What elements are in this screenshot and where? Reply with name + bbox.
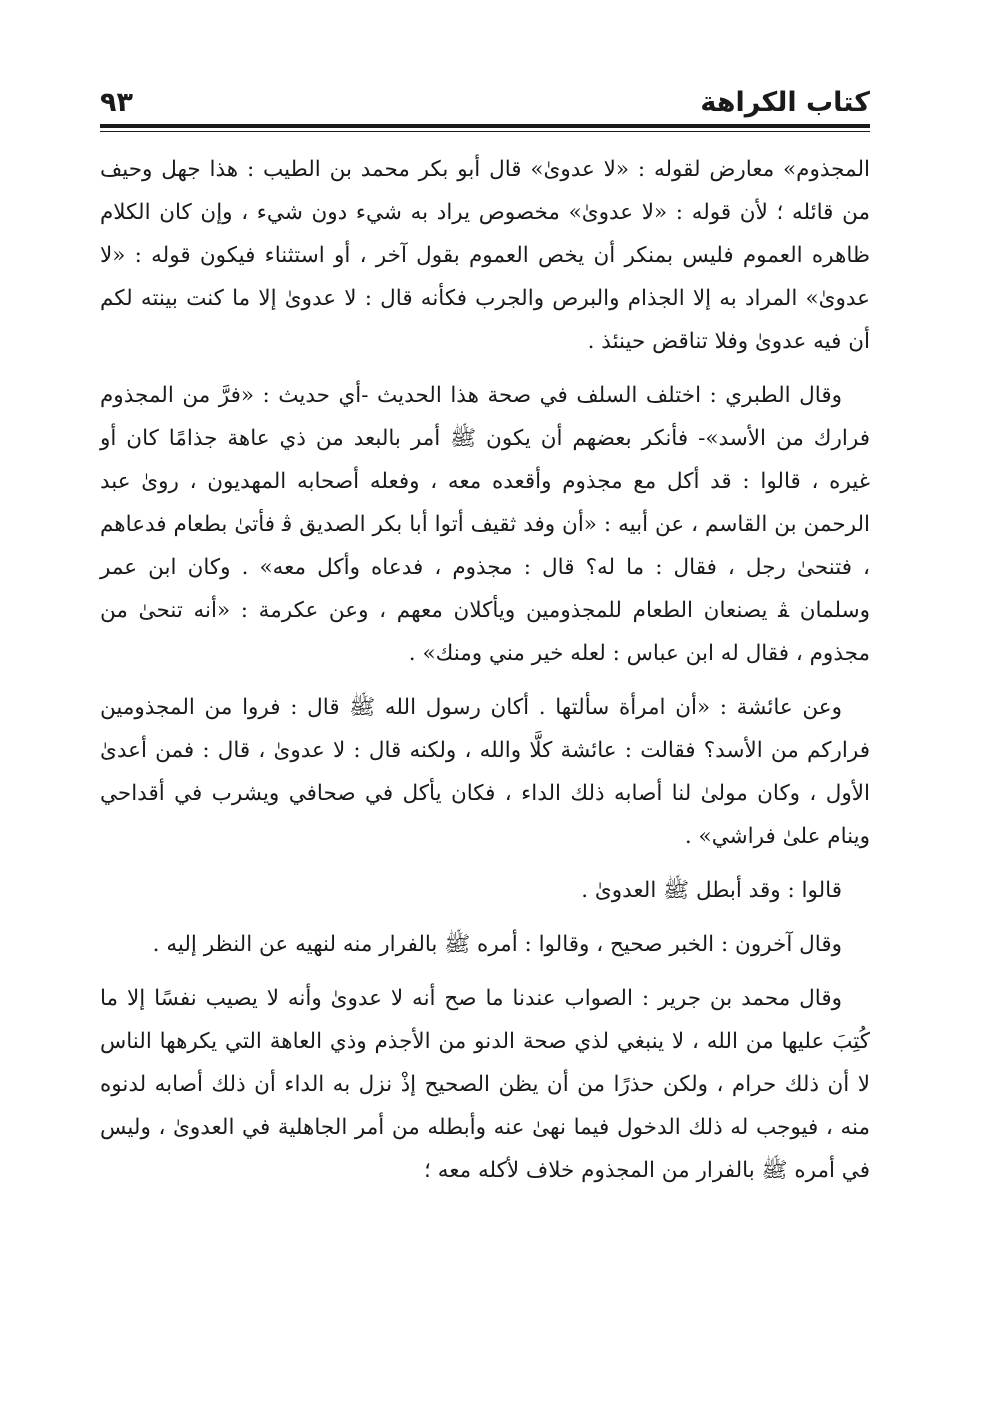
paragraph-3: وعن عائشة : «أن امرأة سألتها . أكان رسول الله ﷺ قال : فروا من المجذومين فراركم من الأسد؟ فقالت : عائشة كلَّا والله ، ولكنه قال : لا عدوىٰ ، قال : فمن أعدىٰ الأول ، وكان مولىٰ لنا أصابه ذلك الداء ، فكان يأكل في صحافي ويشرب في أقداحي وينام علىٰ فراشي» . [100,695,870,849]
book-page [100,60,870,1390]
running-header [100,60,870,122]
main-text [100,148,870,1192]
paragraph-4: قالوا : وقد أبطل ﷺ العدوىٰ . [581,878,842,903]
paragraph-6: وقال محمد بن جرير : الصواب عندنا ما صح أنه لا عدوىٰ وأنه لا يصيب نفسًا إلا ما كُتِبَ عليها من الله ، لا ينبغي لذي صحة الدنو من الأجذم وذي العاهة التي يكرهها الناس لا أن ذلك حرام ، ولكن حذرًا من أن يظن الصحيح إذْ نزل به الداء أن ذلك أصابه لدنوه منه ، فيوجب له ذلك الدخول فيما نهىٰ عنه وأبطله من أمر الجاهلية في العدوىٰ ، وليس في أمره ﷺ بالفرار من المجذوم خلاف لأكله معه ؛ [100,986,870,1183]
chapter-title: كتاب الكراهة [700,87,870,118]
page-number: ٩٣ [100,87,133,118]
header-rule-thin [100,131,870,132]
paragraph-5: وقال آخرون : الخبر صحيح ، وقالوا : أمره ﷺ بالفرار منه لنهيه عن النظر إليه . [152,932,842,957]
header-rule-thick [100,124,870,128]
paragraph-2: وقال الطبري : اختلف السلف في صحة هذا الحديث -أي حديث : «فرَّ من المجذوم فرارك من الأسد»- فأنكر بعضهم أن يكون ﷺ أمر بالبعد من ذي عاهة جذامًا كان أو غيره ، قالوا : قد أكل مع مجذوم وأقعده معه ، وفعله أصحابه المهديون ، روىٰ عبد الرحمن بن القاسم ، عن أبيه : «أن وفد ثقيف أتوا أبا بكر الصديق ﭬ فأتىٰ بطعام فدعاهم ، فتنحىٰ رجل ، فقال : ما له؟ قال : مجذوم ، فدعاه وأكل معه» . وكان ابن عمر وسلمان ﭭ يصنعان الطعام للمجذومين ويأكلان معهم ، وعن عكرمة : «أنه تنحىٰ من مجذوم ، فقال له ابن عباس : لعله خير مني ومنك» . [100,383,870,666]
paragraph-1: المجذوم» معارض لقوله : «لا عدوىٰ» قال أبو بكر محمد بن الطيب : هذا جهل وحيف من قائله ؛ لأن قوله : «لا عدوىٰ» مخصوص يراد به شيء دون شيء ، وإن كان الكلام ظاهره العموم فليس بمنكر أن يخص العموم بقول آخر ، أو استثناء فيكون قوله : «لا عدوىٰ» المراد به إلا الجذام والبرص والجرب فكأنه قال : لا عدوىٰ إلا ما كنت بينته لكم أن فيه عدوىٰ وفلا تناقض حينئذ . [100,157,870,354]
